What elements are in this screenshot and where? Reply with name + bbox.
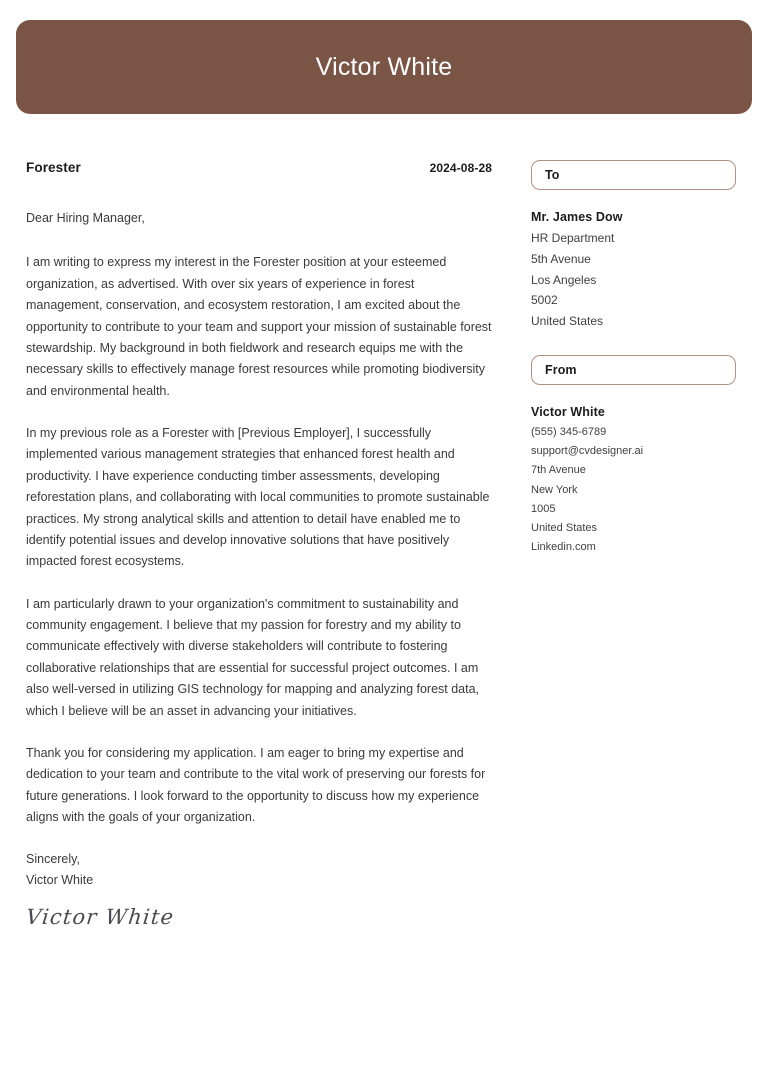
- letter-meta-row: [26, 160, 492, 175]
- recipient-address-line: United States: [531, 314, 604, 328]
- recipient-address-line: Los Angeles: [531, 272, 597, 287]
- page-title: Victor White: [315, 52, 453, 81]
- sender-address-line: 1005: [531, 502, 556, 515]
- sender-email: support@cvdesigner.ai: [531, 445, 644, 457]
- sender-label-box: [531, 355, 736, 385]
- sender-phone: (555) 345-6789: [531, 425, 607, 438]
- sender-address: [531, 402, 736, 558]
- closing-block: [26, 849, 492, 930]
- document-content: [0, 160, 768, 931]
- sender-address-line: United States: [531, 522, 598, 534]
- closing-salutation: Sincerely,: [26, 852, 80, 867]
- recipient-address-line: 5th Avenue: [531, 251, 591, 266]
- job-title: Forester: [26, 160, 81, 175]
- letter-column: [26, 160, 492, 931]
- address-spacer: [531, 332, 736, 355]
- recipient-address: [531, 207, 736, 332]
- letter-date: 2024-08-28: [429, 161, 492, 175]
- letter-paragraph: In my previous role as a Forester with [Previous Employer], I successfully implemented various management strategies that enhanced forest health and productivity. I have experience conducting timber assessments, developing reforestation plans, and collaborating with local communities to promote sustainable practices. My strong analytical skills and attention to detail have enabled me to identify potential issues and develop innovative solutions that have positively impacted forest ecosystems.: [26, 426, 490, 569]
- recipient-name: Mr. James Dow: [531, 210, 623, 224]
- recipient-address-line: 5002: [531, 293, 558, 308]
- sender-address-line: 7th Avenue: [531, 464, 586, 477]
- header-banner: [16, 20, 752, 114]
- sender-website: Linkedin.com: [531, 541, 596, 554]
- letter-paragraph: Thank you for considering my application. I am eager to bring my expertise and dedication to your team and contribute to the vital work of preserving our forests for future generations. I look forward to the opportunity to discuss how my experience aligns with the goals of your organization.: [26, 745, 486, 824]
- recipient-label-box: [531, 160, 736, 190]
- sender-name: Victor White: [531, 404, 605, 419]
- letter-paragraph: I am particularly drawn to your organization's commitment to sustainability and community engagement. I believe that my passion for forestry and my ability to communicate effectively with diverse stakeholders will contribute to fostering collaborative relationships that are essential for successful project outcomes. I am also well-versed in utilizing GIS technology for mapping and analyzing forest data, which I believe will be an asset in advancing your initiatives.: [26, 596, 480, 718]
- address-column: [531, 160, 736, 558]
- recipient-label: To: [545, 168, 560, 182]
- signature: Victor White: [24, 905, 176, 930]
- letter-paragraph: I am writing to express my interest in the Forester position at your esteemed organization, as advertised. With over six years of experience in forest management, conservation, and ecosystem restoration, I am excited about the opportunity to contribute to your team and support your mission of sustainable forest stewardship. My background in both fieldwork and research equips me with the necessary skills to effectively manage forest resources while promoting biodiversity and environmental health.: [26, 255, 492, 398]
- closing-name: Victor White: [26, 873, 94, 888]
- sender-label: From: [545, 362, 577, 377]
- salutation: Dear Hiring Manager,: [26, 211, 145, 225]
- recipient-address-line: HR Department: [531, 231, 615, 245]
- document-columns: [0, 160, 768, 931]
- sender-address-line: New York: [531, 483, 578, 496]
